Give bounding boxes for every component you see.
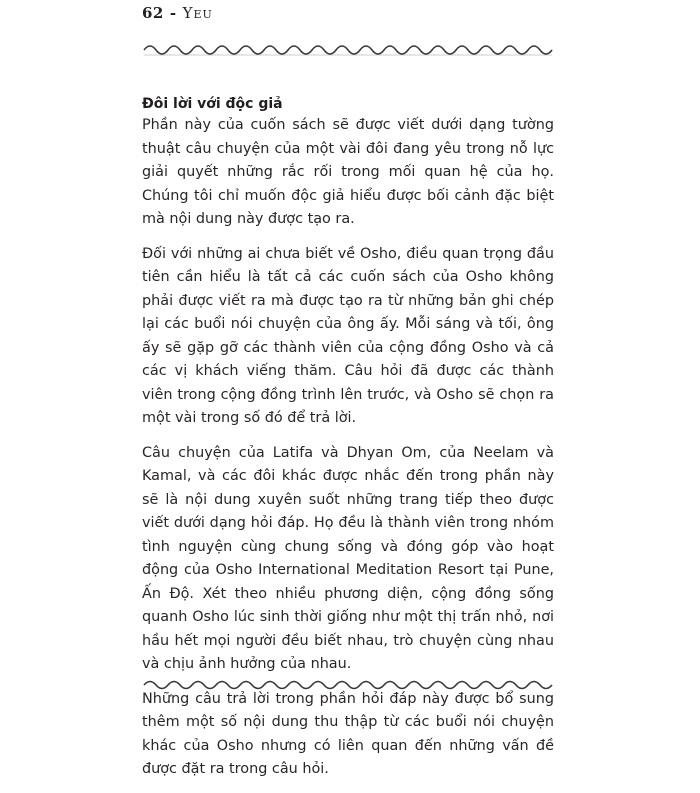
paragraph: Câu chuyện của Latifa và Dhyan Om, của Neelam và Kamal, và các đôi khác được nhắc đến trong phần này sẽ là nội dung xuyên suốt những trang tiếp theo được viết dưới dạng hỏi đáp. Họ đều là thành viên trong nhóm tình nguyện cùng chung sống và đóng góp vào hoạt động của Osho International Meditation Resort tại Pune, Ấn Độ. Xét theo nhiều phương diện, cộng đồng sống quanh Osho lúc sinh thời giống như một thị trấn nhỏ, nơi hầu hết mọi người đều biết nhau, trò chuyện cùng nhau và chịu ảnh hưởng của nhau.: [142, 444, 554, 672]
wave-ornament-top: [142, 40, 554, 60]
running-title: Yeu: [182, 4, 213, 22]
running-header: [142, 4, 213, 22]
paragraph: Những câu trả lời trong phần hỏi đáp này được bổ sung thêm một số nội dung thu thập từ các buổi nói chuyện khác của Osho nhưng có liên quan đến những vấn đề được đặt ra trong câu hỏi.: [142, 690, 554, 777]
header-separator: -: [169, 4, 177, 22]
paragraph: Phần này của cuốn sách sẽ được viết dưới dạng tường thuật câu chuyện của một vài đôi đang yêu trong nỗ lực giải quyết những rắc rối trong mối quan hệ của họ. Chúng tôi chỉ muốn độc giả hiểu được bối cảnh đặc biệt mà nội dung này được tạo ra.: [142, 117, 554, 227]
section-title: Đôi lời với độc giả: [142, 96, 283, 112]
wave-ornament-bottom: [142, 676, 554, 696]
page-number: 62: [142, 4, 164, 22]
paragraph: Đối với những ai chưa biết về Osho, điều quan trọng đầu tiên cần hiểu là tất cả các cuốn sách của Osho không phải được viết ra mà được tạo ra từ những bản ghi chép lại các buổi nói chuyện của ông ấy. Mỗi sáng và tối, ông ấy sẽ gặp gỡ các thành viên của cộng đồng Osho và cả các vị khách viếng thăm. Câu hỏi đã được các thành viên trong cộng đồng trình lên trước, và Osho sẽ chọn ra một vài trong số đó để trả lời.: [142, 245, 554, 426]
